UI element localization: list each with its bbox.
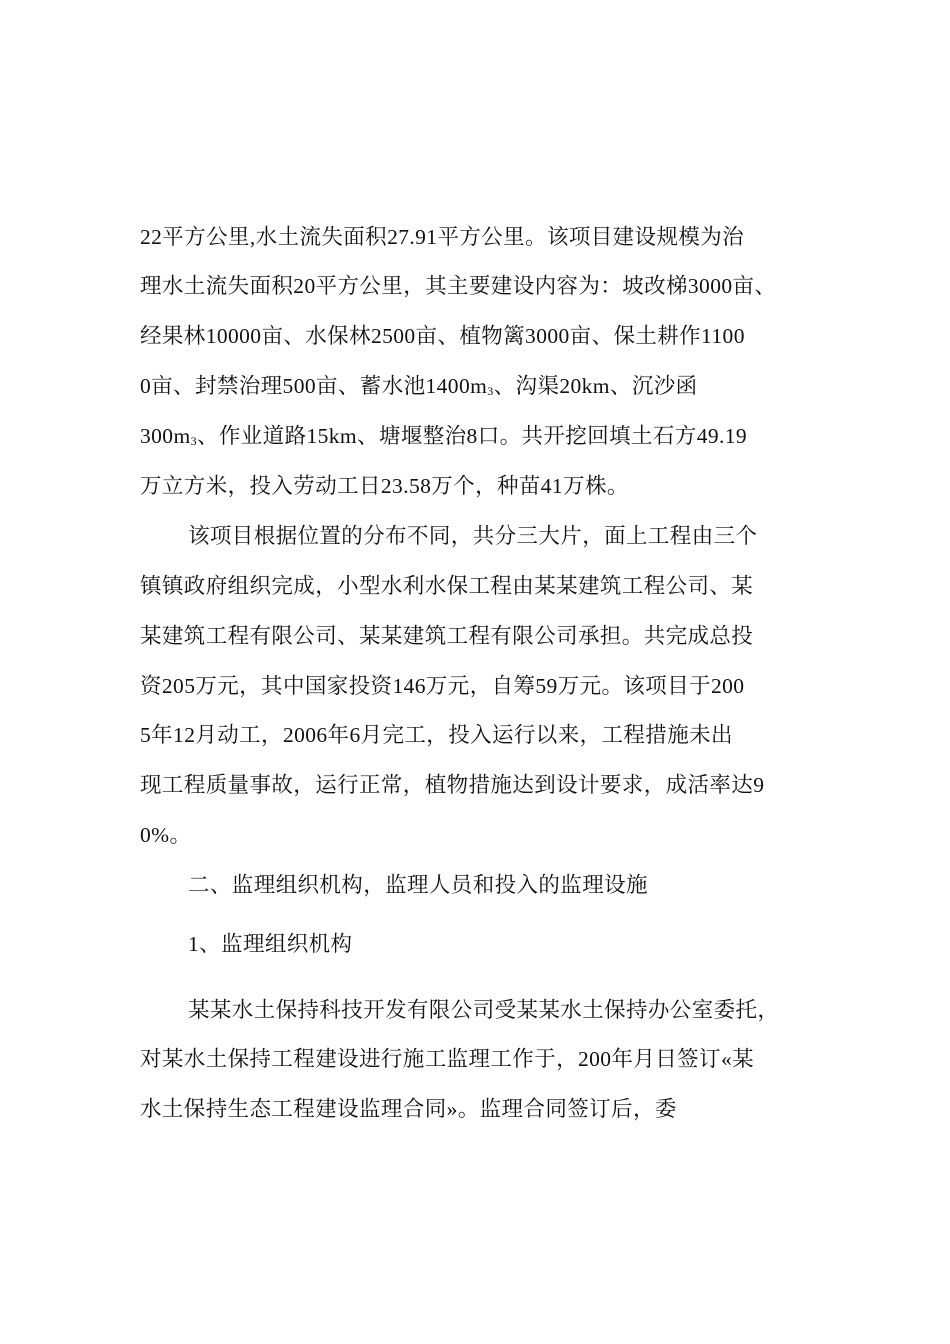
paragraph-2-line-5: 5年12月动工，2006年6月完工，投入运行以来，工程措施未出 [140,723,733,747]
cubic-superscript: 3 [487,384,494,398]
paragraph-1-line-3: 经果林10000亩、水保林2500亩、植物篱3000亩、保土耕作1100 [140,324,745,348]
paragraph-2-line-3: 某建筑工程有限公司、某某建筑工程有限公司承担。共完成总投 [140,624,754,648]
subsection-heading: 1、监理组织机构 [188,932,353,956]
paragraph-1-line-4 [140,371,698,406]
section-heading: 二、监理组织机构，监理人员和投入的监理设施 [188,873,648,897]
paragraph-1-line-1: 22平方公里,水土流失面积27.91平方公里。该项目建设规模为治 [140,225,745,249]
cubic-superscript: 3 [190,434,197,448]
paragraph-1-line-4-text-tail: 、沟渠20km、沉沙函 [493,374,698,398]
paragraph-3-line-2: 对某水土保持工程建设进行施工监理工作于，200年月日签订«某 [140,1047,755,1071]
paragraph-3-line-3: 水土保持生态工程建设监理合同»。监理合同签订后，委 [140,1097,677,1121]
paragraph-2-line-2: 镇镇政府组织完成，小型水利水保工程由某某建筑工程公司、某 [140,574,754,598]
paragraph-1-line-5 [140,421,747,456]
paragraph-1-line-6: 万立方米，投入劳动工日23.58万个，种苗41万株。 [140,474,629,498]
paragraph-1-line-5-text: 300m [140,424,191,448]
paragraph-1-line-5-text-tail: 、作业道路15km、塘堰整治8口。共开挖回填土石方49.19 [196,424,748,448]
paragraph-1-line-2: 理水土流失面积20平方公里，其主要建设内容为：坡改梯3000亩、 [140,274,777,298]
paragraph-2-line-7: 0%。 [140,823,192,847]
paragraph-2-line-4: 资205万元，其中国家投资146万元，自筹59万元。该项目于200 [140,674,745,698]
paragraph-3-line-1: 某某水土保持科技开发有限公司受某某水土保持办公室委托， [188,998,780,1022]
paragraph-2-line-6: 现工程质量事故，运行正常，植物措施达到设计要求，成活率达9 [140,773,765,797]
paragraph-2-line-1: 该项目根据位置的分布不同，共分三大片，面上工程由三个 [188,524,758,548]
paragraph-1-line-4-text: 0亩、封禁治理500亩、蓄水池1400m [140,374,488,398]
